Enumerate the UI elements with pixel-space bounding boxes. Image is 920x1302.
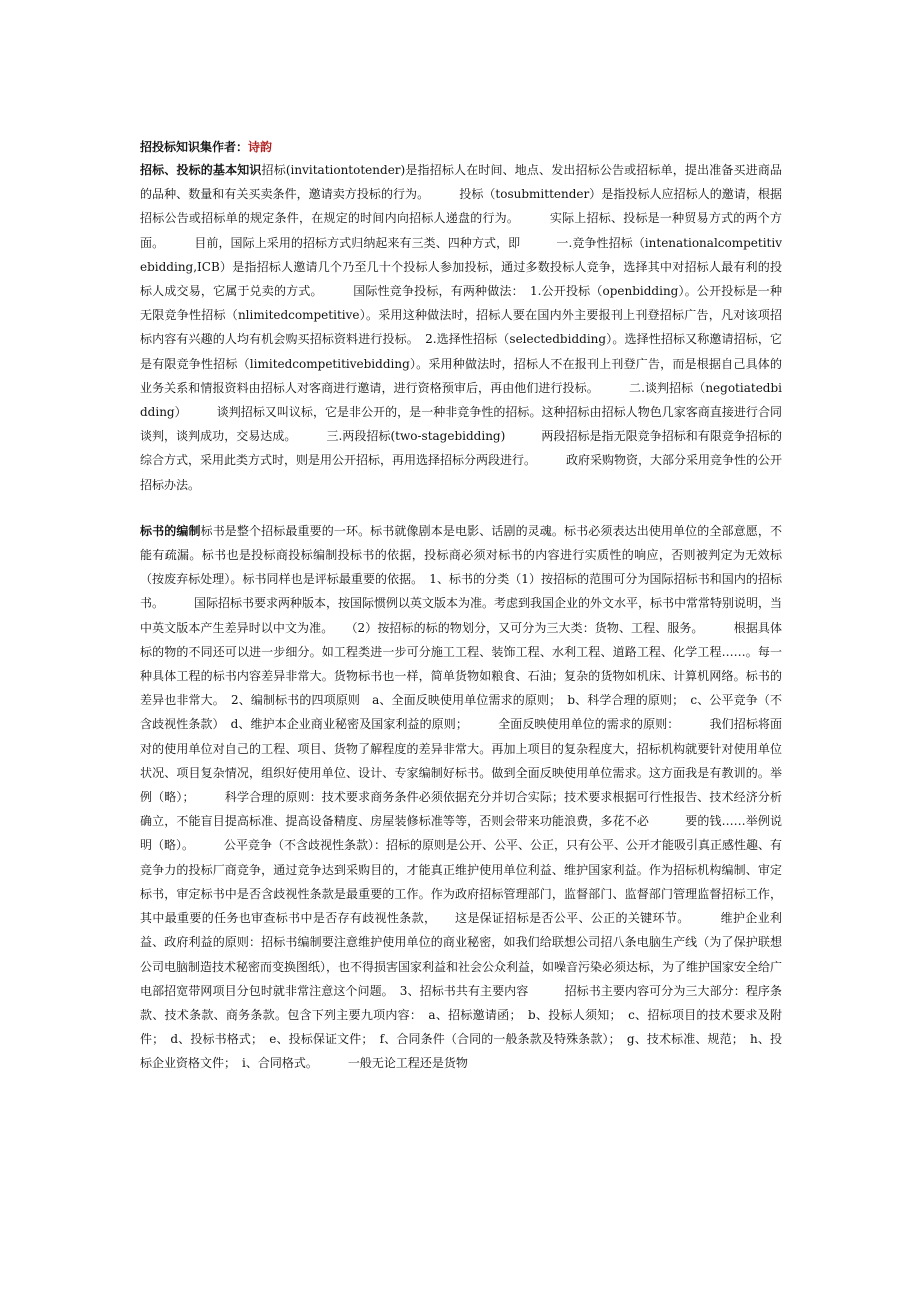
author-name: 诗韵 bbox=[248, 140, 273, 154]
section-tender-document bbox=[140, 519, 782, 1076]
document-title bbox=[140, 136, 782, 158]
section-basic-knowledge bbox=[140, 158, 782, 497]
title-text: 招投标知识集作者： bbox=[140, 140, 249, 154]
section-basic-knowledge-text: 招标(invitationtotender)是指招标人在时间、地点、发出招标公告或招标单，提出准备买进商品的品种、数量和有关买卖条件，邀请卖方投标的行为。 投标（tosubmittender）是指投标人应招标人的邀请，根据招标公告或招标单的规定条件，在规定的时间内向招标人递盘的行为。 实际上招标、投标是一种贸易方式的两个方面。 目前，国际上采用的招标方式归纳起来有三类、四种方式，即 一.竞争性招标（intenationalcompetitivebidding,ICB）是指招标人邀请几个乃至几十个投标人参加投标，通过多数投标人竞争，选择其中对招标人最有利的投标人成交易，它属于兑卖的方式。 国际性竞争投标，有两种做法： 1.公开投标（openbidding）。公开投标是一种无限竞争性招标（nlimitedcompetitive）。采用这种做法时，招标人要在国内外主要报刊上刊登招标广告，凡对该项招标内容有兴趣的人均有机会购买招标资料进行投标。 2.选择性招标（selectedbidding）。选择性招标又称邀请招标，它是有限竞争性招标（limitedcompetitivebidding）。采用种做法时，招标人不在报刊上刊登广告，而是根据自己具体的业务关系和情报资料由招标人对客商进行邀请，进行资格预审后，再由他们进行投标。 二.谈判招标（negotiatedbidding） 谈判招标又叫议标，它是非公开的，是一种非竞争性的招标。这种招标由招标人物色几家客商直接进行合同谈判，谈判成功，交易达成。 三.两段招标(two-stagebidding) 两段招标是指无限竞争招标和有限竞争招标的综合方式，采用此类方式时，则是用公开招标，再用选择招标分两段进行。 政府采购物资，大部分采用竞争性的公开招标办法。 bbox=[140, 163, 783, 492]
section-basic-knowledge-heading: 招标、投标的基本知识 bbox=[140, 163, 262, 177]
section-tender-document-heading: 标书的编制 bbox=[140, 523, 201, 538]
document-page bbox=[140, 136, 782, 1076]
section-gap bbox=[140, 497, 782, 519]
section-tender-document-text: 标书是整个招标最重要的一环。标书就像剧本是电影、话剧的灵魂。标书必须表达出使用单位的全部意愿，不能有疏漏。标书也是投标商投标编制投标书的依据，投标商必须对标书的内容进行实质性的响应，否则被判定为无效标（按废弃标处理）。标书同样也是评标最重要的依据。 1、标书的分类（1）按招标的范围可分为国际招标书和国内的招标书。 国际招标书要求两种版本，按国际惯例以英文版本为准。考虑到我国企业的外文水平，标书中常常特别说明，当中英文版本产生差异时以中文为准。 （2）按招标的标的物划分，又可分为三大类：货物、工程、服务。 根据具体标的物的不同还可以进一步细分。如工程类进一步可分施工工程、装饰工程、水利工程、道路工程、化学工程……。每一种具体工程的标书内容差异非常大。货物标书也一样，简单货物如粮食、石油；复杂的货物如机床、计算机网络。标书的差异也非常大。 2、编制标书的四项原则 a、全面反映使用单位需求的原则； b、科学合理的原则； c、公平竞争（不含歧视性条款） d、维护本企业商业秘密及国家利益的原则； 全面反映使用单位的需求的原则： 我们招标将面对的使用单位对自己的工程、项目、货物了解程度的差异非常大。再加上项目的复杂程度大，招标机构就要针对使用单位状况、项目复杂情况，组织好使用单位、设计、专家编制好标书。做到全面反映使用单位需求。这方面我是有教训的。举例（略）； 科学合理的原则：技术要求商务条件必须依据充分并切合实际；技术要求根据可行性报告、技术经济分析确立，不能盲目提高标准、提高设备精度、房屋装修标准等等，否则会带来功能浪费，多花不必 要的钱……举例说明（略）。 公平竞争（不含歧视性条款）：招标的原则是公开、公平、公正，只有公平、公开才能吸引真正感性趣、有竞争力的投标厂商竞争，通过竞争达到采购目的，才能真正维护使用单位利益、维护国家利益。作为招标机构编制、审定标书，审定标书中是否含歧视性条款是最重要的工作。作为政府招标管理部门，监督部门、监督部门管理监督招标工作，其中最重要的任务也审查标书中是否存有歧视性条款， 这是保证招标是否公平、公正的关键环节。 维护企业利益、政府利益的原则：招标书编制要注意维护使用单位的商业秘密，如我们给联想公司招八条电脑生产线（为了保护联想公司电脑制造技术秘密而变换图纸），也不得损害国家利益和社会公众利益，如噪音污染必须达标，为了维护国家安全给广电部招宽带网项目分包时就非常注意这个问题。 3、招标书共有主要内容 招标书主要内容可分为三大部分：程序条款、技术条款、商务条款。包含下列主要九项内容： a、招标邀请函； b、投标人须知； c、招标项目的技术要求及附件； d、投标书格式； e、投标保证文件； f、合同条件（合同的一般条款及特殊条款）； g、技术标准、规范； h、投标企业资格文件； i、合同格式。 一般无论工程还是货物 bbox=[140, 523, 783, 1071]
